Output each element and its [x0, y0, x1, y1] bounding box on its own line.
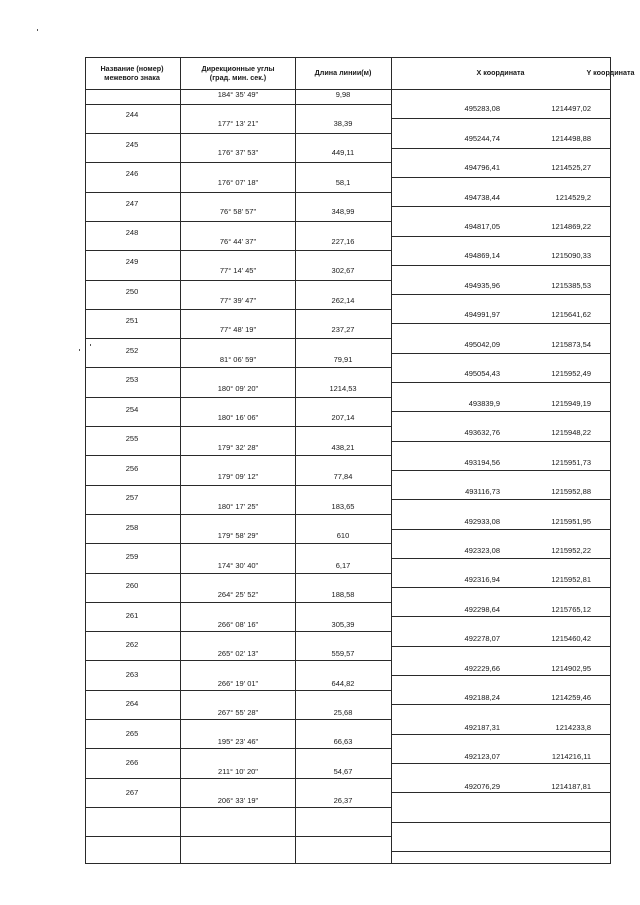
line-length: 38,39: [333, 118, 353, 128]
direction-angle: 180° 09' 20": [217, 384, 259, 393]
boundary-mark-number: 261: [125, 610, 139, 620]
header-y: Y координата: [586, 68, 635, 77]
row-rule: [391, 323, 611, 324]
row-rule: [391, 177, 611, 178]
row-rule: [391, 792, 611, 793]
row-rule: [391, 353, 611, 354]
line-length: 6,17: [335, 560, 351, 570]
line-length: 183,65: [331, 501, 355, 511]
row-rule: [391, 529, 611, 530]
direction-angle: 179° 32' 28": [217, 442, 259, 452]
boundary-mark-number: 249: [125, 257, 139, 267]
direction-angle: 184° 35' 49": [217, 89, 259, 99]
y-coordinate: 1214233,8: [555, 722, 591, 732]
line-length: 610: [336, 531, 350, 541]
x-coordinate: 492323,08: [464, 545, 500, 555]
y-coordinate: 1214529,2: [555, 192, 591, 202]
boundary-mark-number: 267: [125, 787, 139, 797]
row-rule: [85, 602, 391, 603]
boundary-mark-number: 259: [125, 551, 139, 561]
y-coordinate: 1214902,95: [551, 663, 591, 673]
x-coordinate: 493116,73: [465, 487, 500, 497]
boundary-mark-number: 264: [125, 699, 139, 709]
y-coordinate: 1215460,42: [551, 634, 591, 644]
row-rule: [391, 763, 611, 764]
row-rule: [85, 104, 391, 105]
row-rule: [391, 704, 611, 705]
row-rule: [391, 499, 611, 500]
boundary-mark-number: 262: [125, 640, 139, 650]
line-length: 188,58: [331, 590, 355, 600]
row-rule: [85, 485, 391, 486]
column-rule: [610, 57, 611, 864]
row-rule: [85, 397, 391, 398]
y-coordinate: 1215952,49: [551, 369, 591, 379]
row-rule: [85, 690, 391, 691]
row-rule: [85, 660, 391, 661]
line-length: 644,82: [331, 678, 355, 688]
row-rule: [391, 734, 611, 735]
row-rule: [391, 616, 611, 617]
line-length: 66,63: [333, 737, 353, 747]
boundary-mark-number: 252: [125, 345, 139, 355]
boundary-mark-number: 250: [125, 286, 139, 296]
row-rule: [391, 822, 611, 823]
row-rule: [391, 236, 611, 237]
direction-angle: 177° 13' 21": [217, 118, 259, 128]
row-rule: [85, 57, 611, 58]
row-rule: [85, 280, 391, 281]
x-coordinate: 492188,24: [464, 693, 500, 703]
direction-angle: 265° 02' 13": [217, 649, 259, 659]
row-rule: [391, 558, 611, 559]
direction-angle: 176° 07' 18": [217, 177, 259, 187]
direction-angle: 77° 39' 47": [219, 295, 257, 305]
row-rule: [85, 836, 391, 837]
direction-angle: 266° 08' 16": [217, 619, 259, 629]
direction-angle: 76° 44' 37": [219, 236, 257, 246]
direction-angle: 77° 48' 19": [219, 325, 257, 335]
line-length: 302,67: [331, 266, 355, 276]
scan-speck: [79, 349, 80, 351]
x-coordinate: 494991,97: [464, 310, 500, 320]
line-length: 79,91: [333, 354, 353, 364]
row-rule: [85, 863, 611, 864]
x-coordinate: 495054,43: [464, 369, 500, 379]
row-rule: [85, 631, 391, 632]
x-coordinate: 492298,64: [464, 604, 500, 614]
boundary-mark-number: 251: [125, 316, 139, 326]
x-coordinate: 492187,31: [464, 722, 500, 732]
y-coordinate: 1214869,22: [551, 222, 591, 232]
x-coordinate: 494869,14: [464, 251, 500, 261]
row-rule: [391, 265, 611, 266]
boundary-mark-number: 246: [125, 169, 139, 179]
row-rule: [391, 675, 611, 676]
boundary-mark-number: 254: [125, 404, 139, 414]
y-coordinate: 1215948,22: [551, 428, 591, 438]
header-x: X координата: [476, 68, 525, 77]
line-length: 25,68: [333, 707, 353, 717]
y-coordinate: 1215951,73: [551, 457, 591, 467]
x-coordinate: 492076,29: [464, 781, 500, 791]
line-length: 227,16: [331, 236, 355, 246]
boundary-mark-number: 265: [125, 728, 139, 738]
header-name: Название (номер) межевого знака: [100, 64, 164, 82]
line-length: 262,14: [331, 295, 355, 305]
x-coordinate: 492933,08: [464, 516, 500, 526]
line-length: 449,11: [331, 148, 355, 158]
boundary-mark-number: 247: [125, 198, 139, 208]
boundary-mark-number: 258: [125, 522, 139, 532]
direction-angle: 180° 17' 25": [217, 501, 259, 511]
row-rule: [391, 470, 611, 471]
direction-angle: 264° 25' 52": [217, 590, 259, 600]
header-length: Длина линии(м): [314, 68, 372, 77]
row-rule: [85, 367, 391, 368]
column-rule: [391, 57, 392, 864]
x-coordinate: 494738,44: [464, 192, 500, 202]
boundary-mark-number: 245: [125, 139, 139, 149]
boundary-mark-number: 256: [125, 463, 139, 473]
direction-angle: 206° 33' 19": [217, 796, 259, 806]
row-rule: [85, 573, 391, 574]
x-coordinate: 494935,96: [464, 280, 500, 290]
row-rule: [85, 455, 391, 456]
row-rule: [391, 148, 611, 149]
y-coordinate: 1215949,19: [551, 398, 591, 408]
row-rule: [391, 587, 611, 588]
direction-angle: 179° 58' 29": [217, 531, 259, 541]
column-rule: [295, 57, 296, 864]
boundary-mark-number: 253: [125, 375, 139, 385]
scan-speck: [37, 29, 38, 31]
line-length: 237,27: [331, 325, 355, 335]
x-coordinate: 495283,08: [464, 104, 500, 114]
row-rule: [391, 206, 611, 207]
column-rule: [180, 57, 181, 864]
y-coordinate: 1215385,53: [551, 280, 591, 290]
row-rule: [85, 133, 391, 134]
y-coordinate: 1214498,88: [551, 133, 591, 143]
y-coordinate: 1214187,81: [551, 781, 591, 791]
x-coordinate: 493194,56: [464, 457, 500, 467]
direction-angle: 76° 58' 57": [219, 207, 257, 217]
boundary-mark-number: 257: [125, 493, 139, 503]
x-coordinate: 492316,94: [464, 575, 500, 585]
boundary-mark-number: 244: [125, 110, 139, 120]
x-coordinate: 495042,09: [464, 339, 500, 349]
x-coordinate: 493839,9: [468, 398, 500, 408]
row-rule: [391, 851, 611, 852]
row-rule: [85, 719, 391, 720]
line-length: 26,37: [333, 796, 353, 806]
row-rule: [391, 382, 611, 383]
row-rule: [85, 221, 391, 222]
row-rule: [85, 748, 391, 749]
direction-angle: 174° 30' 40": [217, 560, 259, 570]
y-coordinate: 1214525,27: [551, 163, 591, 173]
row-rule: [85, 426, 391, 427]
row-rule: [391, 646, 611, 647]
y-coordinate: 1215952,88: [551, 487, 591, 497]
x-coordinate: 492229,66: [464, 663, 500, 673]
boundary-mark-number: 260: [125, 581, 139, 591]
x-coordinate: 494817,05: [464, 222, 500, 232]
row-rule: [391, 441, 611, 442]
line-length: 9,98: [335, 89, 351, 99]
line-length: 207,14: [331, 413, 355, 423]
y-coordinate: 1214259,46: [551, 693, 591, 703]
line-length: 77,84: [333, 472, 353, 482]
row-rule: [85, 543, 391, 544]
direction-angle: 195° 23' 46": [217, 737, 259, 747]
line-length: 348,99: [331, 207, 355, 217]
y-coordinate: 1215765,12: [551, 604, 591, 614]
y-coordinate: 1215873,54: [551, 339, 591, 349]
direction-angle: 176° 37' 53": [217, 148, 259, 158]
line-length: 1214,53: [329, 384, 357, 393]
x-coordinate: 492278,07: [464, 634, 500, 644]
row-rule: [85, 338, 391, 339]
direction-angle: 180° 16' 06": [217, 413, 259, 423]
row-rule: [85, 250, 391, 251]
row-rule: [85, 162, 391, 163]
x-coordinate: 493632,76: [464, 428, 500, 438]
coordinates-table: [85, 57, 635, 864]
line-length: 54,67: [333, 766, 353, 776]
row-rule: [85, 807, 391, 808]
row-rule: [391, 411, 611, 412]
row-rule: [391, 118, 611, 119]
direction-angle: 81° 06' 59": [219, 354, 257, 364]
row-rule: [85, 309, 391, 310]
boundary-mark-number: 263: [125, 669, 139, 679]
x-coordinate: 494796,41: [464, 163, 500, 173]
y-coordinate: 1215952,81: [551, 575, 591, 585]
row-rule: [85, 778, 391, 779]
direction-angle: 211° 10' 20": [218, 766, 258, 776]
boundary-mark-number: 266: [125, 758, 139, 768]
y-coordinate: 1215951,95: [551, 516, 591, 526]
direction-angle: 77° 14' 45": [219, 266, 257, 276]
direction-angle: 267° 55' 28": [217, 707, 259, 717]
line-length: 58,1: [335, 177, 351, 187]
x-coordinate: 492123,07: [464, 752, 500, 762]
row-rule: [85, 192, 391, 193]
y-coordinate: 1215090,33: [551, 251, 591, 261]
row-rule: [85, 514, 391, 515]
y-coordinate: 1214497,02: [551, 104, 591, 114]
x-coordinate: 495244,74: [464, 133, 500, 143]
header-angle: Дирекционные углы (град. мин. сек.): [201, 64, 275, 82]
y-coordinate: 1215952,22: [551, 545, 591, 555]
direction-angle: 266° 19' 01": [217, 678, 259, 688]
boundary-mark-number: 248: [125, 228, 139, 238]
y-coordinate: 1214216,11: [551, 752, 591, 762]
boundary-mark-number: 255: [125, 434, 139, 444]
line-length: 305,39: [331, 619, 355, 629]
line-length: 438,21: [331, 442, 355, 452]
scan-speck: [90, 344, 91, 346]
direction-angle: 179° 09' 12": [217, 472, 259, 482]
line-length: 559,57: [331, 649, 355, 659]
column-rule: [85, 57, 86, 864]
y-coordinate: 1215641,62: [551, 310, 591, 320]
row-rule: [391, 294, 611, 295]
